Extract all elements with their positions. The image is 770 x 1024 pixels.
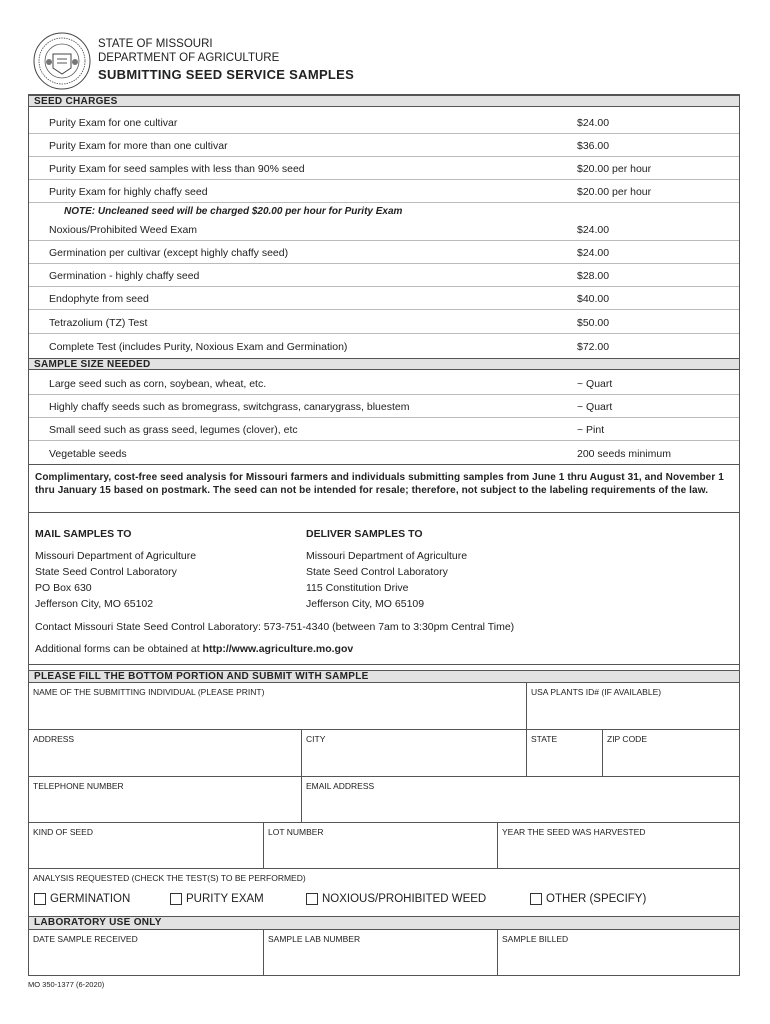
analysis-requested-label: ANALYSIS REQUESTED (CHECK THE TEST(S) TO BE PERFORMED) <box>33 873 306 883</box>
checkbox-icon <box>530 893 542 905</box>
year-harvested-field[interactable]: YEAR THE SEED WAS HARVESTED <box>498 823 739 869</box>
charge-row: Purity Exam for more than one cultivar $36.00 <box>29 134 739 157</box>
form-number: MO 350-1377 (6-2020) <box>28 980 105 989</box>
sample-size-row: Large seed such as corn, soybean, wheat, etc. ~ Quart <box>29 372 739 395</box>
checkbox-icon <box>34 893 46 905</box>
charge-row: Tetrazolium (TZ) Test $50.00 <box>29 310 739 334</box>
noxious-weed-checkbox[interactable]: NOXIOUS/PROHIBITED WEED <box>306 893 486 905</box>
date-received-field[interactable]: DATE SAMPLE RECEIVED <box>29 930 264 975</box>
complimentary-analysis-text: Complimentary, cost-free seed analysis for Missouri farmers and individuals submitting samples from June 1 thru August 31, and November 1 thru January 15 based on postmark. The seed can not be intended for resale; therefore, not subject to the labeling requirements of the law. <box>35 472 724 496</box>
sample-size-heading: SAMPLE SIZE NEEDED <box>29 358 739 370</box>
checkbox-icon <box>170 893 182 905</box>
purity-exam-checkbox[interactable]: PURITY EXAM <box>170 893 264 905</box>
sample-lab-number-field[interactable]: SAMPLE LAB NUMBER <box>264 930 498 975</box>
name-field[interactable]: NAME OF THE SUBMITTING INDIVIDUAL (PLEASE PRINT) <box>29 683 527 730</box>
sample-size-row: Highly chaffy seeds such as bromegrass, switchgrass, canarygrass, bluestem ~ Quart <box>29 395 739 418</box>
lab-use-heading: LABORATORY USE ONLY <box>29 916 739 930</box>
mail-samples-heading: MAIL SAMPLES TO <box>35 528 132 540</box>
sample-size-row: Vegetable seeds 200 seeds minimum <box>29 441 739 465</box>
sample-billed-field[interactable]: SAMPLE BILLED <box>502 934 569 944</box>
charge-row: Purity Exam for seed samples with less than 90% seed $20.00 per hour <box>29 157 739 180</box>
contact-text: Contact Missouri State Seed Control Laboratory: 573-751-4340 (between 7am to 3:30pm Central Time) <box>35 621 515 633</box>
other-checkbox[interactable]: OTHER (SPECIFY) <box>530 893 646 905</box>
deliver-samples-heading: DELIVER SAMPLES TO <box>306 528 423 540</box>
charge-row: Purity Exam for highly chaffy seed $20.00 per hour <box>29 180 739 203</box>
missouri-seal-logo <box>33 32 91 90</box>
form-heading: PLEASE FILL THE BOTTOM PORTION AND SUBMIT WITH SAMPLE <box>29 670 739 683</box>
kind-of-seed-field[interactable]: KIND OF SEED <box>29 823 264 869</box>
zip-code-field[interactable]: ZIP CODE <box>603 730 739 777</box>
address-field[interactable]: ADDRESS <box>29 730 302 777</box>
charge-row: Noxious/Prohibited Weed Exam $24.00 <box>29 217 739 241</box>
charge-row: Complete Test (includes Purity, Noxious Exam and Germination) $72.00 <box>49 341 610 353</box>
checkbox-icon <box>306 893 318 905</box>
charge-row: Germination per cultivar (except highly chaffy seed) $24.00 <box>29 241 739 264</box>
charge-row: Endophyte from seed $40.00 <box>29 287 739 310</box>
divider <box>29 664 739 665</box>
seed-charges-heading: SEED CHARGES <box>29 95 739 107</box>
additional-forms-text: Additional forms can be obtained at http://www.agriculture.mo.gov <box>35 643 354 655</box>
telephone-field[interactable]: TELEPHONE NUMBER <box>29 777 302 823</box>
page-title: SUBMITTING SEED SERVICE SAMPLES <box>98 67 355 82</box>
email-field[interactable]: EMAIL ADDRESS <box>302 777 739 823</box>
city-field[interactable]: CITY <box>302 730 527 777</box>
charge-row: Purity Exam for one cultivar $24.00 <box>29 110 739 134</box>
divider <box>29 512 739 513</box>
website-link[interactable]: http://www.agriculture.mo.gov <box>202 643 354 655</box>
usa-plants-id-field[interactable]: USA PLANTS ID# (IF AVAILABLE) <box>527 683 739 730</box>
uncleaned-seed-note: NOTE: Uncleaned seed will be charged $20.00 per hour for Purity Exam <box>64 206 403 217</box>
department-name: DEPARTMENT OF AGRICULTURE <box>98 52 280 64</box>
deliver-address: Missouri Department of Agriculture State Seed Control Laboratory 115 Constitution Drive Jefferson City, MO 65109 <box>306 550 468 610</box>
state-field[interactable]: STATE <box>527 730 603 777</box>
sample-size-row: Small seed such as grass seed, legumes (clover), etc ~ Pint <box>29 418 739 441</box>
lot-number-field[interactable]: LOT NUMBER <box>264 823 498 869</box>
germination-checkbox[interactable]: GERMINATION <box>34 893 130 905</box>
charge-row: Germination - highly chaffy seed $28.00 <box>29 264 739 287</box>
mail-address: Missouri Department of Agriculture State Seed Control Laboratory PO Box 630 Jefferson City, MO 65102 <box>35 550 197 610</box>
state-name: STATE OF MISSOURI <box>98 38 213 50</box>
